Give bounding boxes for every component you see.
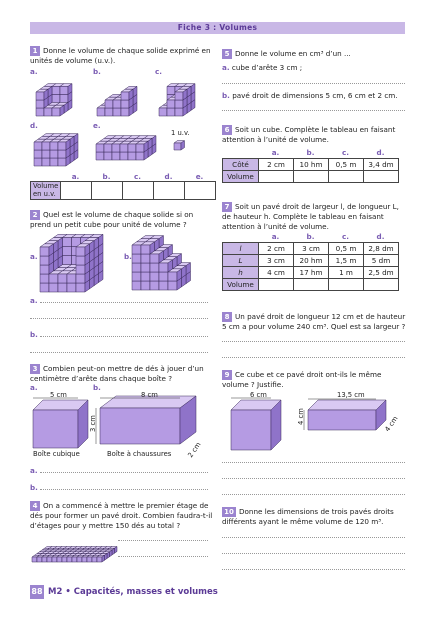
answer-label-a: a. (30, 466, 38, 475)
answer-line[interactable] (118, 540, 208, 541)
exercise-9-statement: 9 Ce cube et ce pavé droit ont-ils le même volume ? Justifie. (222, 370, 382, 389)
answer-cell[interactable] (259, 279, 294, 291)
answer-cell[interactable] (364, 279, 399, 291)
exercise-7-statement: 7 Soit un pavé droit de largeur l, de longueur L, de hauteur h. Complète le tableau en faisant attention à l’unité de volume. (222, 202, 399, 231)
answer-label-b: b. (30, 483, 38, 492)
exercise-4-statement: 4 On a commencé à mettre le premier étage de dés pour former un pavé droit. Combien faudra-t-il d’étages pour y mettre 150 dés au total ? (30, 501, 213, 530)
answer-cell[interactable] (329, 171, 364, 183)
answer-line[interactable] (40, 489, 208, 490)
answer-cell[interactable] (123, 182, 154, 200)
page-header: Fiche 3 : Volumes (30, 22, 405, 34)
box-caption: Boîte à chaussures (107, 450, 172, 458)
box-caption: Boîte cubique (33, 450, 80, 458)
answer-line[interactable] (222, 110, 405, 111)
ex7-table: a. b. c. d. l 2 cm 3 cm 0,5 m 2,8 dm L 3 cm 20 hm 1,5 m 5 dm h 4 cm 17 hm 1 m 2,5 dm Volume (222, 232, 399, 291)
dimension-label: 2 cm (186, 440, 203, 460)
answer-line[interactable] (30, 352, 208, 353)
answer-cell[interactable] (294, 279, 329, 291)
ex5-question-b: b. pavé droit de dimensions 5 cm, 6 cm et 2 cm. (222, 91, 398, 100)
answer-cell[interactable] (329, 279, 364, 291)
dimension-label: 13,5 cm (337, 391, 365, 399)
answer-cell[interactable] (294, 171, 329, 183)
exercise-3-statement: 3 Combien peut-on mettre de dés à jouer d’un centimètre d’arête dans chaque boîte ? (30, 364, 204, 383)
solid-label-c: c. (155, 67, 162, 76)
solid-label-a: a. (30, 67, 38, 76)
answer-line[interactable] (222, 83, 405, 84)
dimension-label: 4 cm (297, 408, 305, 425)
exercise-8-statement: 8 Un pavé droit de longueur 12 cm et de hauteur 5 cm a pour volume 240 cm³. Quel est sa largeur ? (222, 312, 406, 331)
dimension-label: 4 cm (383, 414, 400, 434)
solid-label-a: a. (30, 252, 38, 261)
ex1-answer-table: a. b. c. d. e. Volume en u.v. (30, 172, 216, 200)
solid-label-b: b. (93, 67, 101, 76)
answer-cell[interactable] (364, 171, 399, 183)
exercise-number: 1 (30, 46, 40, 56)
page-footer (30, 585, 405, 599)
answer-line[interactable] (222, 494, 405, 495)
answer-label-b: b. (30, 330, 38, 339)
answer-line[interactable] (222, 537, 405, 538)
answer-line[interactable] (118, 556, 208, 557)
page-number: 88 (30, 585, 44, 599)
answer-cell[interactable] (259, 171, 294, 183)
dimension-label: 3 cm (89, 415, 97, 432)
answer-line[interactable] (222, 478, 405, 479)
answer-line[interactable] (30, 318, 208, 319)
dimension-label: 5 cm (50, 391, 67, 399)
answer-line[interactable] (40, 472, 208, 473)
answer-cell[interactable] (61, 182, 92, 200)
dimension-label: 6 cm (250, 391, 267, 399)
answer-line[interactable] (222, 569, 405, 570)
box-label-b: b. (93, 383, 101, 392)
answer-line[interactable] (222, 341, 405, 342)
exercise-10-statement: 10 Donne les dimensions de trois pavés droits différents ayant le même volume de 120 m³. (222, 507, 394, 526)
answer-line[interactable] (222, 462, 405, 463)
solid-label-b: b. (124, 252, 132, 261)
chapter-title: M2 • Capacités, masses et volumes (48, 587, 218, 597)
dimension-label: 8 cm (141, 391, 158, 399)
answer-cell[interactable] (92, 182, 123, 200)
answer-label-a: a. (30, 296, 38, 305)
exercise-1-statement: 1 Donne le volume de chaque solide exprimé en unités de volume (u.v.). (30, 46, 211, 65)
ex5-question-a: a. cube d’arête 3 cm ; (222, 63, 303, 72)
answer-line[interactable] (40, 336, 208, 337)
box-label-a: a. (30, 383, 38, 392)
answer-line[interactable] (222, 357, 405, 358)
exercise-5-statement: 5 Donne le volume en cm³ d’un ... (222, 49, 407, 59)
ex6-table: a. b. c. d. Côté 2 cm 10 hm 0,5 m 3,4 dm Volume (222, 148, 399, 183)
answer-line[interactable] (222, 553, 405, 554)
exercise-2-statement: 2 Quel est le volume de chaque solide si on prend un petit cube pour unité de volume ? (30, 210, 194, 229)
exercise-6-statement: 6 Soit un cube. Complète le tableau en faisant attention à l’unité de volume. (222, 125, 396, 144)
answer-cell[interactable] (185, 182, 216, 200)
unit-volume-label: 1 u.v. (171, 129, 190, 137)
solid-label-d: d. (30, 121, 38, 130)
answer-cell[interactable] (154, 182, 185, 200)
answer-line[interactable] (40, 302, 208, 303)
solid-label-e: e. (93, 121, 101, 130)
